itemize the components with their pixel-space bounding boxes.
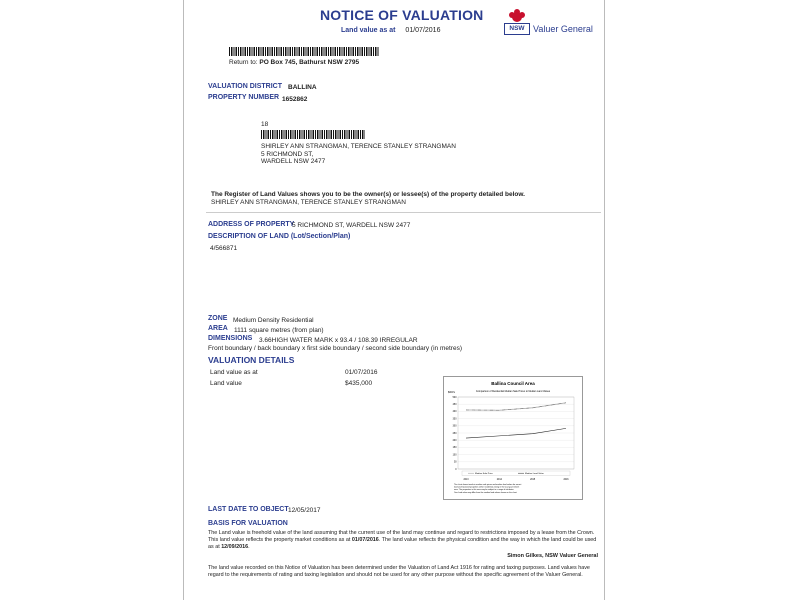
- return-to-label: Return to:: [229, 59, 258, 66]
- dimensions-value: 3.66HIGH WATER MARK x 93.4 / 108.39 IRREGULAR: [259, 337, 418, 344]
- address-of-property-label: ADDRESS OF PROPERTY: [208, 221, 295, 228]
- description-value: 4/566871: [210, 245, 238, 252]
- dimensions-label: DIMENSIONS: [208, 335, 253, 342]
- chart-series: [466, 403, 566, 438]
- mailing-code: 18: [261, 121, 269, 128]
- basis-heading: BASIS FOR VALUATION: [208, 520, 288, 527]
- basis-text: .: [248, 544, 250, 550]
- divider: [206, 212, 601, 213]
- basis-paragraph-2: The land value recorded on this Notice of Valuation has been determined under the Valuation of Land Act 1916 for rating and taxing purposes. Land values have regard to the requirements of rating and taxing legislation and should not be used for any other purpose without the specific agreement of the Valuer General.: [208, 565, 590, 578]
- chart-legend-label: Median Sale Price: [475, 473, 493, 475]
- waratah-icon: [504, 8, 530, 24]
- mailing-town: WARDELL NSW 2477: [261, 158, 326, 165]
- dimensions-note: Front boundary / back boundary x first side boundary / second side boundary (in metres): [208, 345, 462, 352]
- return-barcode: [229, 47, 379, 56]
- chart-x-tick-label: 2015: [530, 479, 536, 481]
- chart-x-tick-label: 2014: [496, 479, 502, 481]
- register-statement: The Register of Land Values shows you to be the owner(s) or lessee(s) of the property detailed below.: [211, 191, 525, 198]
- land-value-as-at-label: Land value as at: [341, 27, 396, 34]
- chart-y-tick-label: 400: [452, 411, 457, 414]
- property-number-value: 1652862: [282, 96, 308, 103]
- chart-footnote-text: The chart shows trends in median sale prices and median land values for vacant land and improved properties within residential zoning in the local government area. The properties in this area may be subject to a range of attributes. Your land value may differ from the median land values shown on the chart.: [454, 484, 522, 494]
- valuation-district-label: VALUATION DISTRICT: [208, 83, 283, 90]
- basis-text: . The land value reflects the physical condition and the way in which the land could be used as at: [208, 537, 597, 550]
- basis-paragraph-1: [208, 530, 600, 551]
- nsw-logo-text: NSW: [504, 23, 530, 35]
- valuation-row-value: 01/07/2016: [345, 369, 378, 376]
- basis-market-date: 01/07/2016: [351, 537, 379, 543]
- chart-y-tick-label: 450: [452, 404, 457, 406]
- chart-y-tick-label: 300: [452, 425, 457, 428]
- page-title: NOTICE OF VALUATION: [320, 7, 484, 23]
- chart-y-tick-label: 50: [453, 461, 457, 464]
- valuation-district-value: BALLINA: [288, 84, 317, 91]
- property-number-label: PROPERTY NUMBER: [208, 94, 280, 101]
- chart-x-ticks: [463, 479, 569, 481]
- land-value-as-at-date: 01/07/2016: [405, 27, 441, 34]
- chart-y-tick-label: 0: [455, 468, 457, 471]
- chart-grid: [458, 397, 574, 469]
- basis-text: The Land value is freehold value of the land assuming that the current use of the land may continue and regard to restrictions imposed by a lease from the Crown. This land value reflects the property market conditions as at: [208, 530, 595, 543]
- chart-y-tick-label: 150: [452, 447, 457, 450]
- last-date-value: 12/05/2017: [288, 507, 321, 514]
- register-owners: SHIRLEY ANN STRANGMAN, TERENCE STANLEY STRANGMAN: [211, 199, 406, 206]
- mailing-street: 5 RICHMOND ST,: [261, 151, 314, 158]
- nsw-valuer-general-logo: [502, 8, 602, 36]
- return-to-address: PO Box 745, Bathurst NSW 2795: [259, 59, 360, 66]
- chart-y-label: $000's: [448, 391, 455, 394]
- chart-footnote: [454, 483, 522, 494]
- address-of-property-value: 5 RICHMOND ST, WARDELL NSW 2477: [292, 222, 411, 229]
- mailing-name: SHIRLEY ANN STRANGMAN, TERENCE STANLEY STRANGMAN: [261, 143, 456, 150]
- chart-series-line: [466, 428, 566, 438]
- agency-name: Valuer General: [533, 24, 593, 34]
- valuation-row-label: Land value: [210, 380, 242, 387]
- chart-y-tick-label: 250: [452, 432, 457, 435]
- area-value: 1111 square metres (from plan): [234, 327, 324, 334]
- signature: Simon Gilkes, NSW Valuer General: [507, 553, 598, 559]
- zone-label: ZONE: [208, 315, 228, 322]
- zone-value: Medium Density Residential: [233, 317, 314, 324]
- chart-title: Ballina Council Area: [491, 381, 535, 386]
- notice-sheet: [183, 0, 605, 600]
- chart-y-tick-label: 350: [452, 418, 457, 421]
- valuation-details-heading: VALUATION DETAILS: [208, 355, 295, 365]
- chart-y-tick-label: 100: [452, 454, 457, 457]
- chart-legend: [462, 471, 570, 476]
- chart-series-line: [466, 403, 566, 410]
- return-to: [229, 59, 359, 66]
- last-date-label: LAST DATE TO OBJECT: [208, 506, 289, 513]
- valuation-row-label: Land value as at: [210, 369, 258, 376]
- area-label: AREA: [208, 325, 228, 332]
- chart-y-tick-label: 500: [452, 396, 457, 399]
- basis-physical-date: 12/09/2016: [221, 544, 249, 550]
- land-value-as-at-header: [341, 27, 440, 34]
- valuation-chart: [443, 376, 583, 500]
- mailing-barcode: [261, 130, 365, 139]
- chart-subtitle: Comparison of Residential Median Sale Prices to Median Land Values: [475, 390, 551, 393]
- description-label: DESCRIPTION OF LAND (Lot/Section/Plan): [208, 233, 351, 240]
- chart-y-tick-label: 200: [452, 440, 457, 442]
- chart-y-ticks: [453, 397, 458, 471]
- chart-x-tick-label: 2016: [563, 479, 569, 481]
- chart-legend-label: Median Land Value: [525, 473, 544, 475]
- valuation-row-value: $435,000: [345, 380, 373, 387]
- chart-x-tick-label: 2013: [463, 479, 469, 481]
